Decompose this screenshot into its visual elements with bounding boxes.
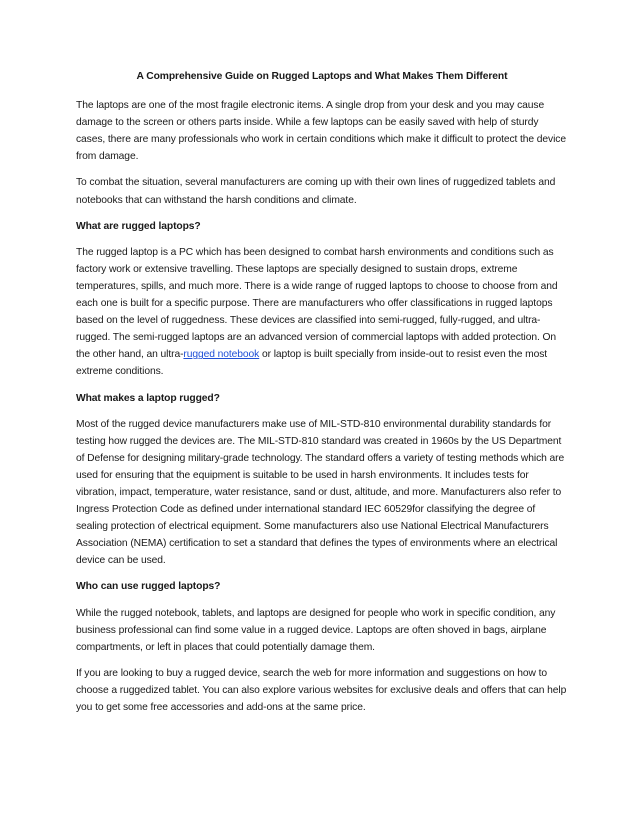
section-heading-what-makes: What makes a laptop rugged? <box>76 392 220 404</box>
section-what-makes-paragraph: Most of the rugged device manufacturers make use of MIL-STD-810 environmental durability standards for testing how rugged the devices are. The MIL-STD-810 standard was created in 1960s by the US Department of Defense for designing military-grade technology. The standard offers a variety of testing methods which are used for ensuring that the equipment is suitable to be used in harsh environments. It includes tests for vibration, impact, temperature, water resistance, sand or dust, altitude, and more. Manufacturers also refer to Ingress Protection Code as defined under international standard IEC 60529for classifying the degree of sealing protection of electrical equipment. Some manufacturers also use National Electrical Manufacturers Association (NEMA) certification to set a standard that defines the types of environments where an electrical device can be used. <box>76 418 565 567</box>
rugged-notebook-link[interactable]: rugged notebook <box>183 349 260 361</box>
section-heading-who-can-use: Who can use rugged laptops? <box>76 581 221 593</box>
paragraph-text-after-link: or laptop is built specially from inside-out to resist even the most extreme conditions. <box>76 349 548 378</box>
document-title: A Comprehensive Guide on Rugged Laptops and What Makes Them Different <box>136 71 508 82</box>
document-page <box>76 68 568 725</box>
section-heading-what-are: What are rugged laptops? <box>76 220 201 232</box>
section-what-are-paragraph <box>76 244 568 381</box>
section-who-can-use-paragraph-1: While the rugged notebook, tablets, and laptops are designed for people who work in specific condition, any business professional can find some value in a rugged device. Laptops are often shoved in bags, airplane compartments, or left in places that could potentially damage them. <box>76 607 556 653</box>
section-who-can-use-paragraph-2: If you are looking to buy a rugged device, search the web for more information and suggestions on how to choose a ruggedized tablet. You can also explore various websites for exclusive deals and offers that can help you to get some free accessories and add-ons at the same price. <box>76 667 567 713</box>
intro-paragraph-2: To combat the situation, several manufacturers are coming up with their own lines of ruggedized tablets and notebooks that can withstand the harsh conditions and climate. <box>76 177 556 206</box>
paragraph-text-before-link: The rugged laptop is a PC which has been designed to combat harsh environments and conditions such as factory work or extensive travelling. These laptops are specially designed to sustain drops, extreme temperatures, spills, and much more. There is a wide range of rugged laptops to choose to choose from and each one is built for a specific purpose. There are manufacturers who offer classifications in rugged laptops based on the level of ruggedness. These devices are classified into semi-rugged, fully-rugged, and ultra-rugged. The semi-rugged laptops are an advanced version of commercial laptops with added protection. On the other hand, an ultra- <box>76 246 558 361</box>
intro-paragraph-1: The laptops are one of the most fragile electronic items. A single drop from your desk and you may cause damage to the screen or others parts inside. While a few laptops can be easily saved with help of sturdy cases, there are many professionals who work in certain conditions which make it difficult to protect the device from damage. <box>76 100 566 163</box>
